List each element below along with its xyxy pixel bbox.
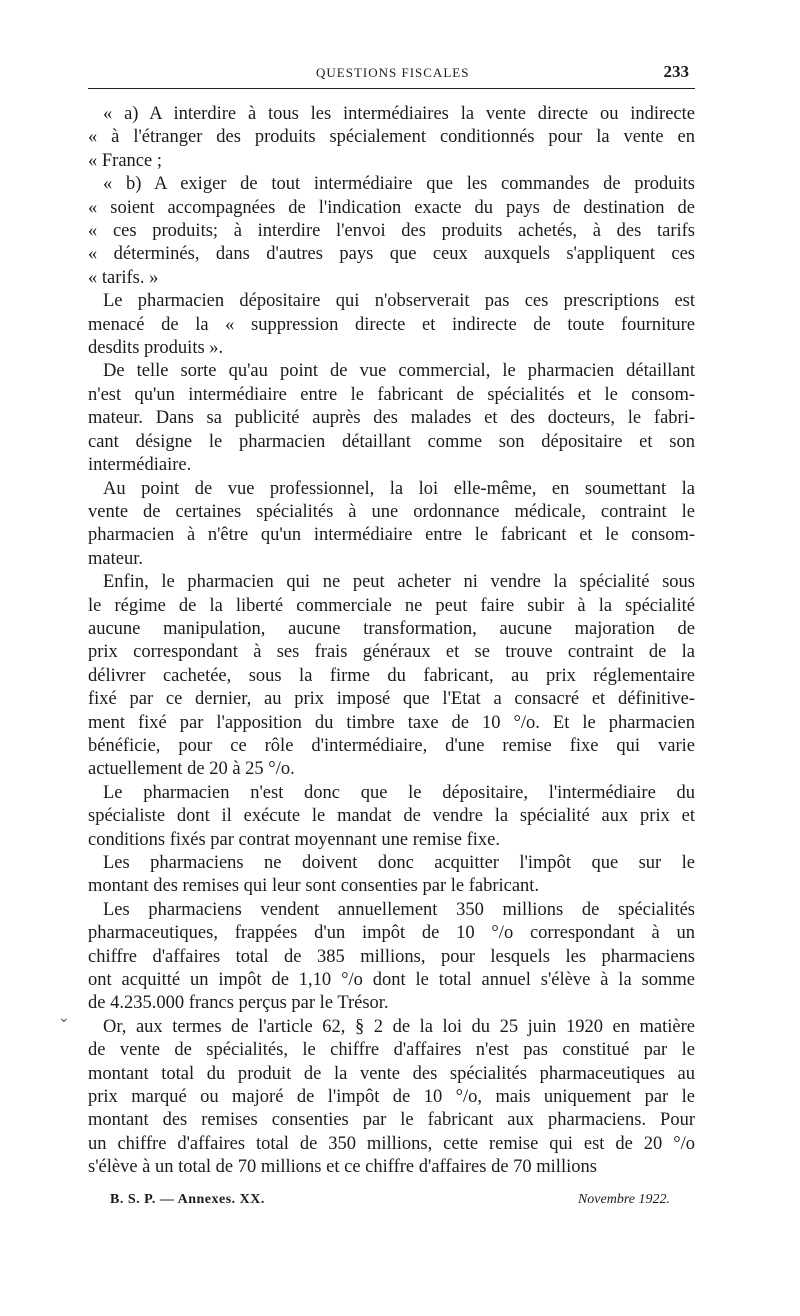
text-line: « a) A interdire à tous les intermédiaires la vente directe ou indirecte <box>103 104 695 124</box>
text-line: aucune manipulation, aucune transformation, aucune majoration de <box>88 618 695 639</box>
text-line: « à l'étranger des produits spécialement conditionnés pour la vente en <box>88 127 695 148</box>
text-line: prix correspondant à ses frais généraux et se trouve contraint de la <box>88 642 695 663</box>
text-line: chiffre d'affaires total de 385 millions, pour lesquels les pharmaciens <box>88 946 695 967</box>
document-page <box>88 62 695 1207</box>
text-line: n'est qu'un intermédiaire entre le fabricant de spécialités et le consom- <box>88 384 695 405</box>
text-line: pharmacien à n'être qu'un intermédiaire entre le fabricant et le consom- <box>88 525 695 546</box>
text-line: montant des remises consenties par le fabricant aux pharmaciens. Pour <box>88 1110 695 1131</box>
margin-mark: ⌄ <box>58 1011 70 1026</box>
text-line: ont acquitté un impôt de 1,10 °/o dont le total annuel s'élève à la somme <box>88 970 695 991</box>
body-text <box>88 103 695 1180</box>
page-header <box>88 62 695 89</box>
text-line: Au point de vue professionnel, la loi elle-même, en soumettant la <box>103 478 695 499</box>
text-line: Le pharmacien n'est donc que le dépositaire, l'intermédiaire du <box>103 782 695 803</box>
text-line: délivrer cachetée, sous la firme du fabricant, au prix réglementaire <box>88 665 695 686</box>
text-line: « déterminés, dans d'autres pays que ceux auxquels s'appliquent ces <box>88 244 695 265</box>
text-line: Le pharmacien dépositaire qui n'observerait pas ces prescriptions est <box>103 291 695 312</box>
text-line: un chiffre d'affaires total de 350 millions, cette remise qui est de 20 °/o <box>88 1133 695 1154</box>
text-line: « b) A exiger de tout intermédiaire que les commandes de produits <box>103 174 695 195</box>
running-title: QUESTIONS FISCALES <box>316 65 470 80</box>
paragraph <box>88 1016 695 1180</box>
text-line: le régime de la liberté commerciale ne peut faire subir à la spécialité <box>88 595 695 616</box>
text-line: conditions fixés par contrat moyennant une remise fixe. <box>88 829 501 850</box>
paragraph <box>88 571 695 782</box>
text-line: mateur. <box>88 548 143 569</box>
paragraph <box>88 899 695 1016</box>
text-line: bénéficie, pour ce rôle d'intermédiaire, d'une remise fixe qui varie <box>88 735 695 756</box>
text-line: cant désigne le pharmacien détaillant comme son dépositaire et son <box>88 431 695 452</box>
text-line: intermédiaire. <box>88 455 192 476</box>
text-line: ment fixé par l'apposition du timbre taxe de 10 °/o. Et le pharmacien <box>88 712 695 733</box>
text-line: mateur. Dans sa publicité auprès des malades et des docteurs, le fabri- <box>88 408 695 429</box>
text-line: pharmaceutiques, frappées d'un impôt de 10 °/o correspondant à un <box>88 923 695 944</box>
text-line: s'élève à un total de 70 millions et ce chiffre d'affaires de 70 millions <box>88 1157 597 1178</box>
text-line: desdits produits ». <box>88 338 224 359</box>
text-line: Les pharmaciens vendent annuellement 350 millions de spécialités <box>103 899 695 920</box>
text-line: « tarifs. » <box>88 267 159 288</box>
paragraph <box>88 173 695 290</box>
paragraph <box>88 103 695 173</box>
text-line: « ces produits; à interdire l'envoi des produits achetés, à des tarifs <box>88 221 695 242</box>
footer-publication: B. S. P. — Annexes. XX. <box>110 1192 265 1207</box>
footer-date: Novembre 1922. <box>577 1192 670 1207</box>
paragraph <box>88 360 695 477</box>
text-line: menacé de la « suppression directe et indirecte de toute fourniture <box>88 314 695 335</box>
text-line: montant des remises qui leur sont consenties par le fabricant. <box>88 876 540 897</box>
paragraph <box>88 478 695 572</box>
text-line: prix marqué ou majoré de l'impôt de 10 °/o, mais uniquement par le <box>88 1087 695 1108</box>
text-line: fixé par ce dernier, au prix imposé que l'Etat a consacré et définitive- <box>88 689 695 710</box>
paragraph <box>88 782 695 852</box>
text-line: Les pharmaciens ne doivent donc acquitter l'impôt que sur le <box>103 853 695 873</box>
text-line: Enfin, le pharmacien qui ne peut acheter ni vendre la spécialité sous <box>103 572 695 593</box>
text-line: de vente de spécialités, le chiffre d'affaires n'est pas constitué par le <box>88 1040 695 1061</box>
page-number: 233 <box>663 62 689 81</box>
text-line: « soient accompagnées de l'indication exacte du pays de destination de <box>88 197 695 218</box>
paragraph <box>88 852 695 899</box>
text-line: Or, aux termes de l'article 62, § 2 de la loi du 25 juin 1920 en matière <box>103 1016 695 1037</box>
text-line: de 4.235.000 francs perçus par le Trésor. <box>88 993 389 1014</box>
text-line: spécialiste dont il exécute le mandat de vendre la spécialité aux prix et <box>88 806 695 827</box>
text-line: montant total du produit de la vente des spécialités pharmaceutiques au <box>88 1063 695 1084</box>
text-line: vente de certaines spécialités à une ordonnance médicale, contraint le <box>88 501 695 522</box>
text-line: actuellement de 20 à 25 °/o. <box>88 759 295 780</box>
text-line: De telle sorte qu'au point de vue commercial, le pharmacien détaillant <box>103 361 695 382</box>
text-line: « France ; <box>88 150 162 171</box>
paragraph <box>88 290 695 360</box>
